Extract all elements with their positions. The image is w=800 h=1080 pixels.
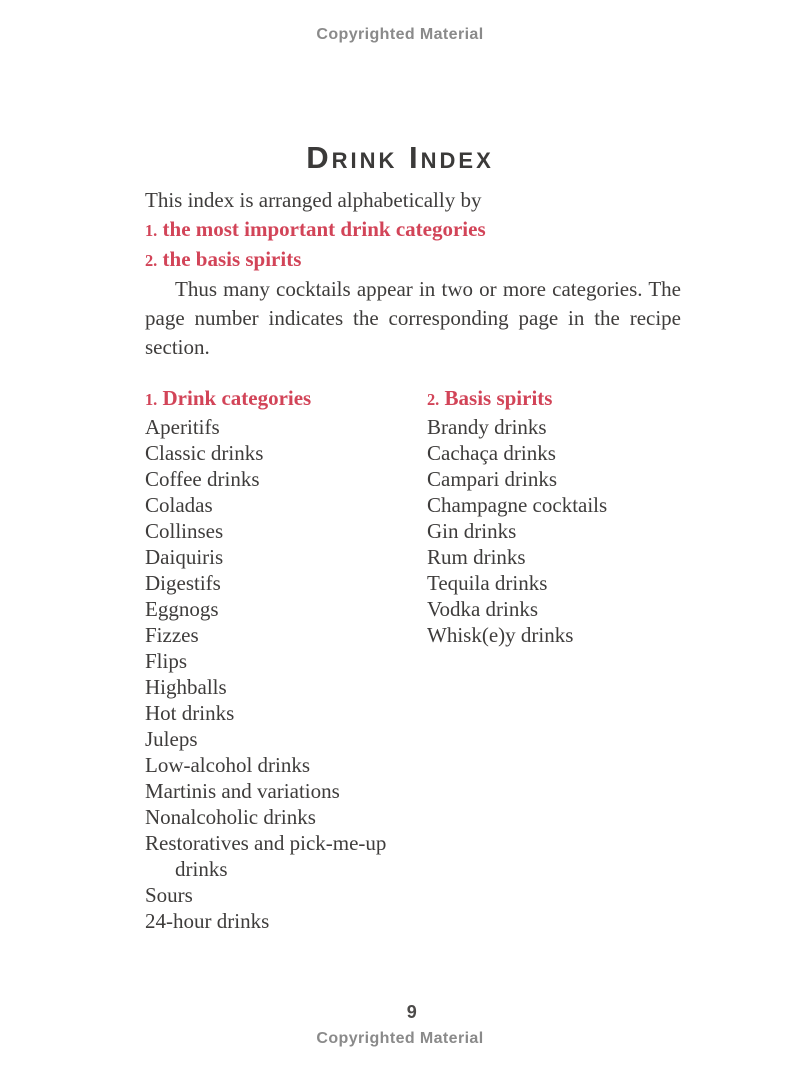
item-label: the most important drink categories [162, 217, 486, 241]
list-item: Sours [145, 883, 193, 907]
drink-categories-list [145, 414, 427, 934]
column-heading-drink-categories [145, 384, 427, 414]
list-item: Highballs [145, 675, 227, 699]
list-item: Restoratives and pick-me-up drinks [145, 831, 387, 881]
basis-spirits-list [427, 414, 681, 648]
list-item: Gin drinks [427, 519, 517, 543]
list-item: Low-alcohol drinks [145, 753, 311, 777]
page-number: 9 [406, 1002, 418, 1022]
intro-paragraph: Thus many cocktails appear in two or more categories. The page number indicates the corresponding page in the recipe section. [145, 277, 681, 359]
list-item: Brandy drinks [427, 415, 547, 439]
list-item: Classic drinks [145, 441, 264, 465]
column-heading-label: Drink categories [162, 386, 312, 410]
column-number: 1. [145, 390, 158, 409]
column-heading-label: Basis spirits [444, 386, 553, 410]
list-item: Daiquiris [145, 545, 224, 569]
list-item: Rum drinks [427, 545, 526, 569]
list-item: Coladas [145, 493, 213, 517]
column-drink-categories [145, 384, 427, 934]
list-item: Digestifs [145, 571, 221, 595]
column-basis-spirits [427, 384, 681, 934]
list-item: Cachaça drinks [427, 441, 556, 465]
list-item: Tequila drinks [427, 571, 548, 595]
column-heading-basis-spirits [427, 384, 681, 414]
intro-line: This index is arranged alphabetically by [145, 188, 482, 212]
list-item: Eggnogs [145, 597, 219, 621]
item-number: 1. [145, 221, 158, 240]
copyright-notice-bottom: Copyrighted Material [316, 1030, 484, 1047]
list-item: 24-hour drinks [145, 909, 270, 933]
list-item: Juleps [145, 727, 198, 751]
list-item: Hot drinks [145, 701, 235, 725]
list-item: Vodka drinks [427, 597, 539, 621]
list-item: Fizzes [145, 623, 199, 647]
list-item: Nonalcoholic drinks [145, 805, 316, 829]
list-item: Martinis and variations [145, 779, 340, 803]
copyright-notice-top: Copyrighted Material [316, 26, 484, 43]
list-item: Campari drinks [427, 467, 558, 491]
item-number: 2. [145, 251, 158, 270]
list-item: Flips [145, 649, 188, 673]
list-item: Whisk(e)y drinks [427, 623, 574, 647]
intro-section [145, 186, 681, 362]
list-item: Champagne cocktails [427, 493, 608, 517]
column-number: 2. [427, 390, 440, 409]
index-columns [145, 384, 681, 934]
page-title: Drink Index [306, 139, 494, 175]
list-item: Collinses [145, 519, 224, 543]
intro-red-item-1 [145, 215, 681, 245]
intro-red-item-2 [145, 245, 681, 275]
list-item: Aperitifs [145, 415, 220, 439]
item-label: the basis spirits [162, 247, 302, 271]
list-item: Coffee drinks [145, 467, 260, 491]
